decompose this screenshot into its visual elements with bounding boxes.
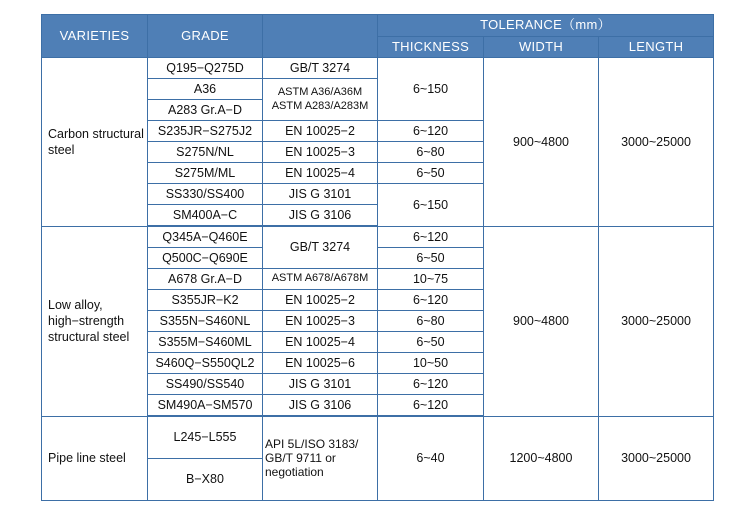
standard-cell: JIS G 3106 xyxy=(263,205,378,227)
thickness-cell: 6~150 xyxy=(378,184,484,227)
standard-cell: GB/T 3274 xyxy=(263,58,378,79)
grade-cell: S460Q−S550QL2 xyxy=(148,353,263,374)
thickness-cell: 10~50 xyxy=(378,353,484,374)
header-standard xyxy=(263,15,378,58)
grade-cell: Q345A−Q460E xyxy=(148,226,263,248)
grade-cell: S275M/ML xyxy=(148,163,263,184)
grade-cell: SM400A−C xyxy=(148,205,263,227)
grade-cell: S355JR−K2 xyxy=(148,290,263,311)
grade-cell: SS330/SS400 xyxy=(148,184,263,205)
standard-line: ASTM A283/A283M xyxy=(271,99,369,112)
grade-cell: B−X80 xyxy=(148,458,263,500)
standard-cell: GB/T 3274 xyxy=(263,226,378,269)
variety-carbon: Carbon structural steel xyxy=(42,58,148,227)
tolerance-table xyxy=(41,14,714,501)
grade-cell: Q195−Q275D xyxy=(148,58,263,79)
thickness-cell: 6~50 xyxy=(378,332,484,353)
thickness-cell: 6~80 xyxy=(378,142,484,163)
thickness-cell: 6~50 xyxy=(378,248,484,269)
header-width: WIDTH xyxy=(484,37,599,58)
length-cell: 3000~25000 xyxy=(599,226,714,416)
thickness-cell: 6~40 xyxy=(378,416,484,500)
standard-cell: EN 10025−6 xyxy=(263,353,378,374)
standard-cell-astm xyxy=(263,79,378,121)
thickness-cell: 6~120 xyxy=(378,374,484,395)
grade-cell: A36 xyxy=(148,79,263,100)
width-cell: 1200~4800 xyxy=(484,416,599,500)
standard-cell-pipeline: API 5L/ISO 3183/ GB/T 9711 or negotiation xyxy=(263,416,378,500)
header-grade: GRADE xyxy=(148,15,263,58)
thickness-cell: 6~120 xyxy=(378,395,484,417)
grade-cell: L245−L555 xyxy=(148,416,263,458)
width-cell: 900~4800 xyxy=(484,226,599,416)
standard-cell: JIS G 3101 xyxy=(263,184,378,205)
standard-cell: EN 10025−3 xyxy=(263,311,378,332)
length-cell: 3000~25000 xyxy=(599,416,714,500)
grade-cell: S355N−S460NL xyxy=(148,311,263,332)
standard-cell: JIS G 3101 xyxy=(263,374,378,395)
standard-cell: EN 10025−4 xyxy=(263,163,378,184)
header-tolerance: TOLERANCE（mm） xyxy=(378,15,714,37)
thickness-cell: 6~120 xyxy=(378,121,484,142)
length-cell: 3000~25000 xyxy=(599,58,714,227)
thickness-cell: 6~50 xyxy=(378,163,484,184)
grade-cell: SS490/SS540 xyxy=(148,374,263,395)
standard-cell: EN 10025−4 xyxy=(263,332,378,353)
variety-low-alloy: Low alloy, high−strength structural steel xyxy=(42,226,148,416)
grade-cell: S355M−S460ML xyxy=(148,332,263,353)
standard-cell: EN 10025−2 xyxy=(263,121,378,142)
standard-line: ASTM A36/A36M xyxy=(277,85,363,98)
grade-cell: A283 Gr.A−D xyxy=(148,100,263,121)
thickness-cell: 6~80 xyxy=(378,311,484,332)
grade-cell: Q500C−Q690E xyxy=(148,248,263,269)
thickness-cell: 10~75 xyxy=(378,269,484,290)
standard-cell: JIS G 3106 xyxy=(263,395,378,417)
header-varieties: VARIETIES xyxy=(42,15,148,58)
grade-cell: S235JR−S275J2 xyxy=(148,121,263,142)
grade-cell: SM490A−SM570 xyxy=(148,395,263,417)
grade-cell: A678 Gr.A−D xyxy=(148,269,263,290)
standard-cell: EN 10025−3 xyxy=(263,142,378,163)
thickness-cell: 6~120 xyxy=(378,290,484,311)
header-thickness: THICKNESS xyxy=(378,37,484,58)
variety-pipeline: Pipe line steel xyxy=(42,416,148,500)
width-cell: 900~4800 xyxy=(484,58,599,227)
standard-cell: EN 10025−2 xyxy=(263,290,378,311)
thickness-cell: 6~120 xyxy=(378,226,484,248)
header-length: LENGTH xyxy=(599,37,714,58)
grade-cell: S275N/NL xyxy=(148,142,263,163)
thickness-cell: 6~150 xyxy=(378,58,484,121)
standard-cell: ASTM A678/A678M xyxy=(263,269,378,290)
